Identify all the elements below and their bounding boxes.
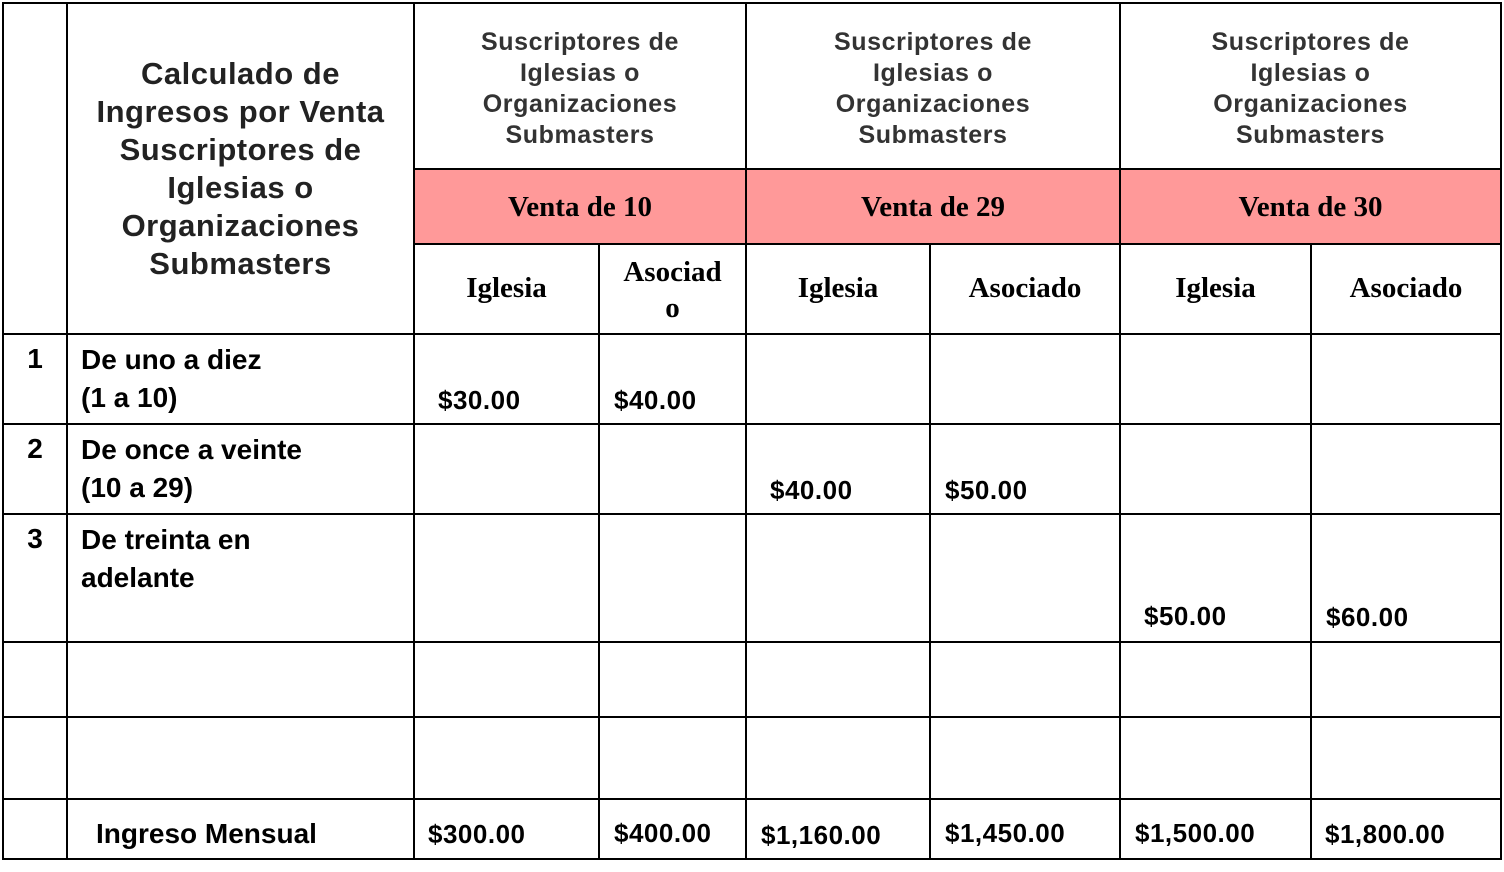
- total-value-6: $1,800.00: [1325, 819, 1446, 849]
- row-3-value-6: $60.00: [1326, 602, 1409, 632]
- row-2-label-line-2: (10 a 29): [81, 472, 194, 503]
- group-1-col-asociado-line-2: o: [665, 292, 680, 324]
- vline-g2-mid: [929, 243, 931, 860]
- group-3-col-iglesia: Iglesia: [1175, 272, 1256, 304]
- vline-g3-mid: [1310, 243, 1312, 860]
- hline-header-bottom: [2, 333, 1502, 335]
- group-2-col-asociado: Asociado: [968, 272, 1082, 304]
- title-line-2: Ingresos por Venta: [96, 94, 385, 129]
- total-value-3: $1,160.00: [761, 820, 882, 850]
- row-1-value-2: $40.00: [614, 385, 697, 415]
- row-3-label-line-2: adelante: [81, 562, 195, 593]
- row-3-number: 3: [27, 523, 43, 554]
- total-row-label: Ingreso Mensual: [96, 818, 317, 849]
- total-value-1: $300.00: [428, 819, 526, 849]
- group-1-sub-line-3: Organizaciones: [482, 90, 678, 118]
- group-1-venta: Venta de 10: [508, 191, 652, 223]
- hline-bottom: [2, 858, 1502, 860]
- title-line-6: Submasters: [149, 246, 332, 281]
- table-title: [68, 55, 413, 283]
- vline-left: [2, 2, 4, 860]
- title-line-5: Organizaciones: [121, 208, 360, 243]
- group-1-sub-line-2: Iglesias o: [520, 59, 640, 87]
- title-line-4: Iglesias o: [167, 170, 314, 205]
- row-1-value-1: $30.00: [438, 385, 521, 415]
- row-2-number: 2: [27, 433, 43, 464]
- title-line-1: Calculado de: [141, 56, 340, 91]
- group-2-sub-line-1: Suscriptores de: [834, 28, 1032, 56]
- row-3-value-5: $50.00: [1144, 601, 1227, 631]
- hline-row2: [2, 513, 1502, 515]
- row-1-label-line-1: De uno a diez: [81, 344, 262, 375]
- group-3-sub-line-1: Suscriptores de: [1211, 28, 1410, 56]
- group-1-col-iglesia: Iglesia: [466, 272, 547, 304]
- total-value-5: $1,500.00: [1135, 818, 1256, 848]
- row-2-value-4: $50.00: [945, 475, 1028, 505]
- row-2-label: [81, 431, 411, 507]
- group-2-sub-line-4: Submasters: [858, 121, 1008, 149]
- row-3-label-line-1: De treinta en: [81, 524, 251, 555]
- group-2-sub-line-3: Organizaciones: [835, 90, 1031, 118]
- group-3-sub-line-3: Organizaciones: [1213, 90, 1408, 118]
- group-2-subheader: [746, 27, 1120, 151]
- group-3-sub-line-2: Iglesias o: [1250, 59, 1371, 87]
- row-2-label-line-1: De once a veinte: [81, 434, 302, 465]
- group-3-sub-line-4: Submasters: [1235, 121, 1386, 149]
- row-1-number: 1: [27, 343, 43, 374]
- group-3-col-asociado: Asociado: [1349, 272, 1463, 304]
- hline-row5: [2, 798, 1502, 800]
- group-1-subheader: [414, 27, 746, 151]
- hline-top: [2, 2, 1502, 4]
- row-2-value-3: $40.00: [770, 475, 853, 505]
- group-1-sub-line-1: Suscriptores de: [481, 28, 679, 56]
- group-3-venta: Venta de 30: [1238, 191, 1383, 223]
- row-3-label: [81, 521, 411, 597]
- group-1-col-asociado-line-1: Asociad: [623, 256, 722, 288]
- hline-row3: [2, 641, 1502, 643]
- hline-row1: [2, 423, 1502, 425]
- row-1-label: [81, 341, 411, 417]
- group-1-col-asociado: [599, 254, 746, 326]
- group-1-sub-line-4: Submasters: [505, 121, 655, 149]
- hline-row4: [2, 716, 1502, 718]
- row-1-label-line-2: (1 a 10): [81, 382, 178, 413]
- group-2-venta: Venta de 29: [861, 191, 1005, 223]
- total-value-2: $400.00: [614, 818, 712, 848]
- group-2-sub-line-2: Iglesias o: [873, 59, 993, 87]
- title-line-3: Suscriptores de: [119, 132, 362, 167]
- vline-g1-mid: [598, 243, 600, 860]
- group-2-col-iglesia: Iglesia: [797, 272, 879, 304]
- group-3-subheader: [1120, 27, 1501, 151]
- total-value-4: $1,450.00: [945, 818, 1066, 848]
